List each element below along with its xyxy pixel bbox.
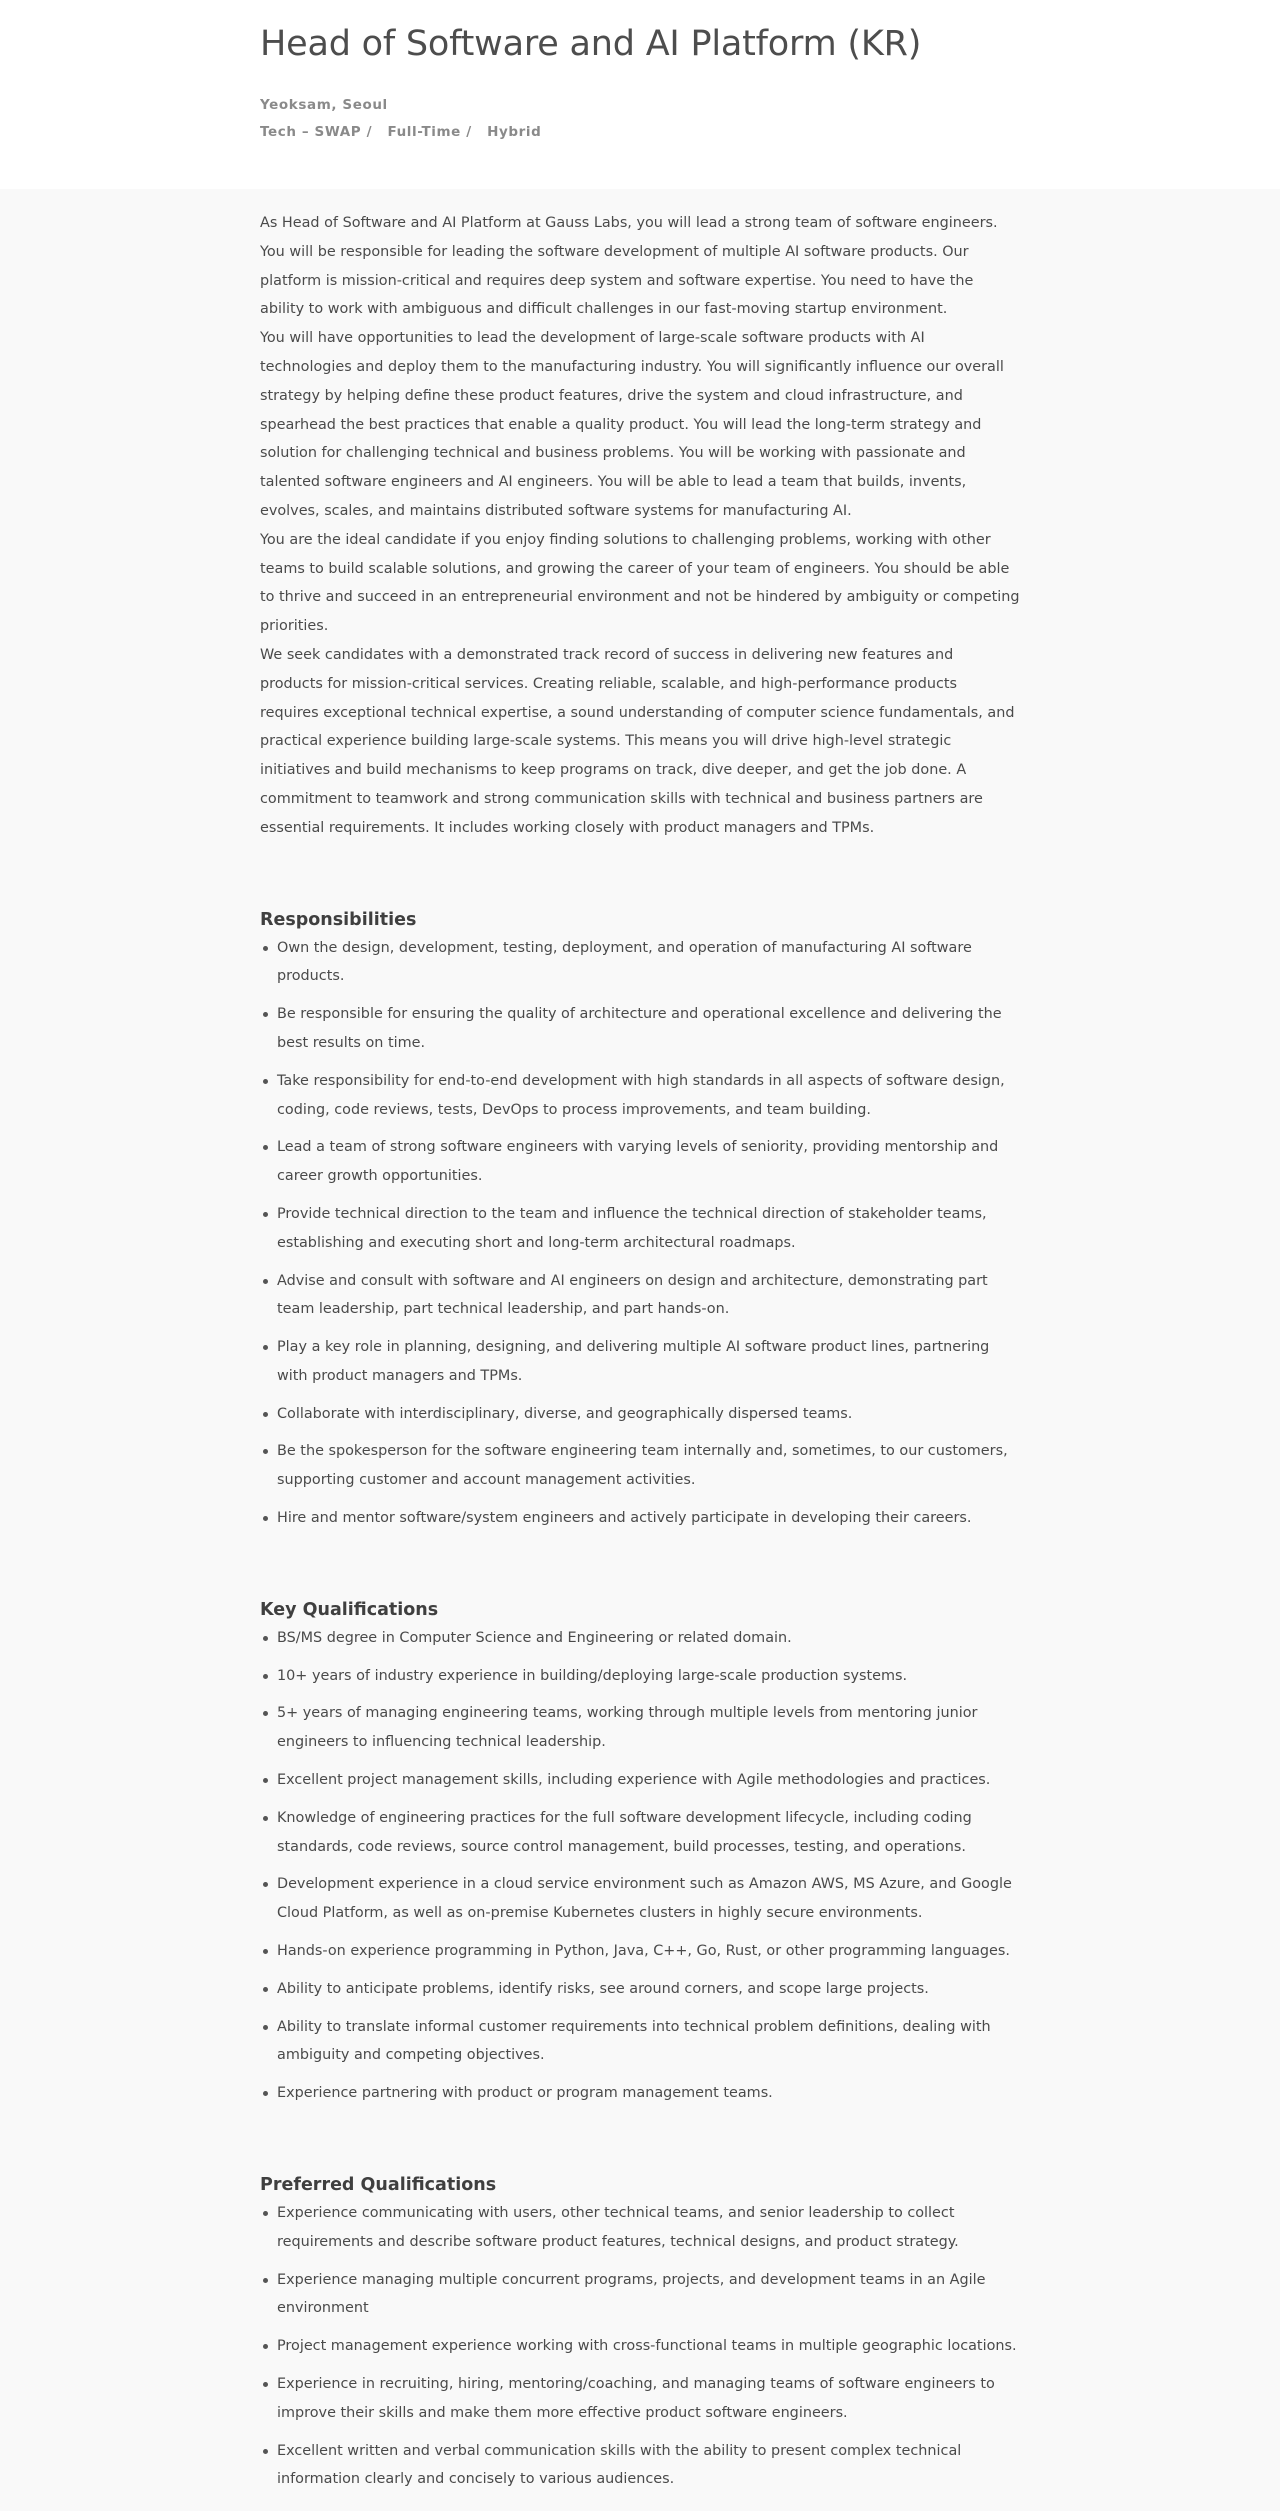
list-item: 10+ years of industry experience in building/deploying large-scale production systems. — [260, 1662, 1020, 1691]
list-item: Provide technical direction to the team and influence the technical direction of stakeholder teams, establishing and executing short and long-term architectural roadmaps. — [260, 1200, 1020, 1258]
key-qualifications-section — [260, 1596, 1020, 2108]
list-item: Take responsibility for end-to-end development with high standards in all aspects of software design, coding, code reviews, tests, DevOps to process improvements, and team building. — [260, 1067, 1020, 1125]
list-item: Experience communicating with users, other technical teams, and senior leadership to collect requirements and describe software product features, technical designs, and product strategy. — [260, 2199, 1020, 2257]
job-location: Yeoksam, Seoul — [260, 97, 388, 113]
job-header — [0, 0, 1280, 189]
responsibilities-section — [260, 906, 1020, 1533]
preferred-qualifications-title: Preferred Qualifications — [260, 2175, 497, 2196]
job-workplace-type: Hybrid — [487, 124, 542, 140]
list-item: Own the design, development, testing, deployment, and operation of manufacturing AI software products. — [260, 934, 1020, 992]
job-employment-type: Full-Time / — [387, 124, 472, 140]
job-title: Head of Software and AI Platform (KR) — [260, 24, 922, 64]
list-item: Development experience in a cloud service environment such as Amazon AWS, MS Azure, and Google Cloud Platform, as well as on-premise Kubernetes clusters in highly secure environments. — [260, 1870, 1020, 1928]
description-paragraph: We seek candidates with a demonstrated track record of success in delivering new features and products for mission-critical services. Creating reliable, scalable, and high-performance products requires exceptional technical expertise, a sound understanding of computer science fundamentals, and practical experience building large-scale systems. This means you will drive high-level strategic initiatives and build mechanisms to keep programs on track, dive deeper, and get the job done. A commitment to teamwork and strong communication skills with technical and business partners are essential requirements. It includes working closely with product managers and TPMs. — [260, 646, 1015, 836]
list-item: Ability to translate informal customer requirements into technical problem definitions, dealing with ambiguity and competing objectives. — [260, 2013, 1020, 2071]
list-item: Hands-on experience programming in Python, Java, C++, Go, Rust, or other programming languages. — [260, 1937, 1020, 1966]
responsibilities-title: Responsibilities — [260, 909, 417, 930]
key-qualifications-list — [260, 1624, 1020, 2108]
list-item: BS/MS degree in Computer Science and Engineering or related domain. — [260, 1624, 1020, 1653]
list-item: Hire and mentor software/system engineers and actively participate in developing their careers. — [260, 1504, 1020, 1533]
list-item: Ability to anticipate problems, identify risks, see around corners, and scope large projects. — [260, 1975, 1020, 2004]
list-item: Play a key role in planning, designing, and delivering multiple AI software product lines, partnering with product managers and TPMs. — [260, 1333, 1020, 1391]
preferred-qualifications-list — [260, 2199, 1020, 2494]
responsibilities-list — [260, 934, 1020, 1533]
list-item: Project management experience working with cross-functional teams in multiple geographic locations. — [260, 2332, 1020, 2361]
list-item: Be the spokesperson for the software engineering team internally and, sometimes, to our customers, supporting customer and account management activities. — [260, 1437, 1020, 1495]
list-item: 5+ years of managing engineering teams, working through multiple levels from mentoring junior engineers to influencing technical leadership. — [260, 1699, 1020, 1757]
job-description — [260, 209, 1020, 843]
list-item: Lead a team of strong software engineers with varying levels of seniority, providing mentorship and career growth opportunities. — [260, 1133, 1020, 1191]
description-paragraph: As Head of Software and AI Platform at Gauss Labs, you will lead a strong team of software engineers. You will be responsible for leading the software development of multiple AI software products. Our platform is mission-critical and requires deep system and software expertise. You need to have the ability to work with ambiguous and difficult challenges in our fast-moving startup environment. — [260, 215, 998, 318]
description-paragraph: You are the ideal candidate if you enjoy finding solutions to challenging problems, working with other teams to build scalable solutions, and growing the career of your team of engineers. You should be able to thrive and succeed in an entrepreneurial environment and not be hindered by ambiguity or competing priorities. — [260, 531, 1020, 635]
job-team: Tech – SWAP / — [260, 124, 373, 140]
list-item: Excellent project management skills, including experience with Agile methodologies and practices. — [260, 1766, 1020, 1795]
list-item: Experience managing multiple concurrent programs, projects, and development teams in an Agile environment — [260, 2266, 1020, 2324]
list-item: Experience partnering with product or program management teams. — [260, 2079, 1020, 2108]
preferred-qualifications-section — [260, 2171, 1020, 2494]
list-item: Experience in recruiting, hiring, mentoring/coaching, and managing teams of software engineers to improve their skills and make them more effective product software engineers. — [260, 2370, 1020, 2428]
header-container — [260, 0, 1020, 141]
list-item: Be responsible for ensuring the quality of architecture and operational excellence and delivering the best results on time. — [260, 1000, 1020, 1058]
job-body — [0, 189, 1280, 2494]
job-meta — [260, 123, 1020, 141]
key-qualifications-title: Key Qualifications — [260, 1599, 439, 1620]
list-item: Knowledge of engineering practices for the full software development lifecycle, including coding standards, code reviews, source control management, build processes, testing, and operations. — [260, 1804, 1020, 1862]
list-item: Excellent written and verbal communication skills with the ability to present complex technical information clearly and concisely to various audiences. — [260, 2437, 1020, 2495]
body-container — [260, 209, 1020, 2494]
list-item: Advise and consult with software and AI engineers on design and architecture, demonstrating part team leadership, part technical leadership, and part hands-on. — [260, 1267, 1020, 1325]
list-item: Collaborate with interdisciplinary, diverse, and geographically dispersed teams. — [260, 1400, 1020, 1429]
description-paragraph: You will have opportunities to lead the development of large-scale software products with AI technologies and deploy them to the manufacturing industry. You will significantly influence our overall strategy by helping define these product features, drive the system and cloud infrastructure, and spearhead the best practices that enable a quality product. You will lead the long-term strategy and solution for challenging technical and business problems. You will be working with passionate and talented software engineers and AI engineers. You will be able to lead a team that builds, invents, evolves, scales, and maintains distributed software systems for manufacturing AI. — [260, 330, 1004, 519]
